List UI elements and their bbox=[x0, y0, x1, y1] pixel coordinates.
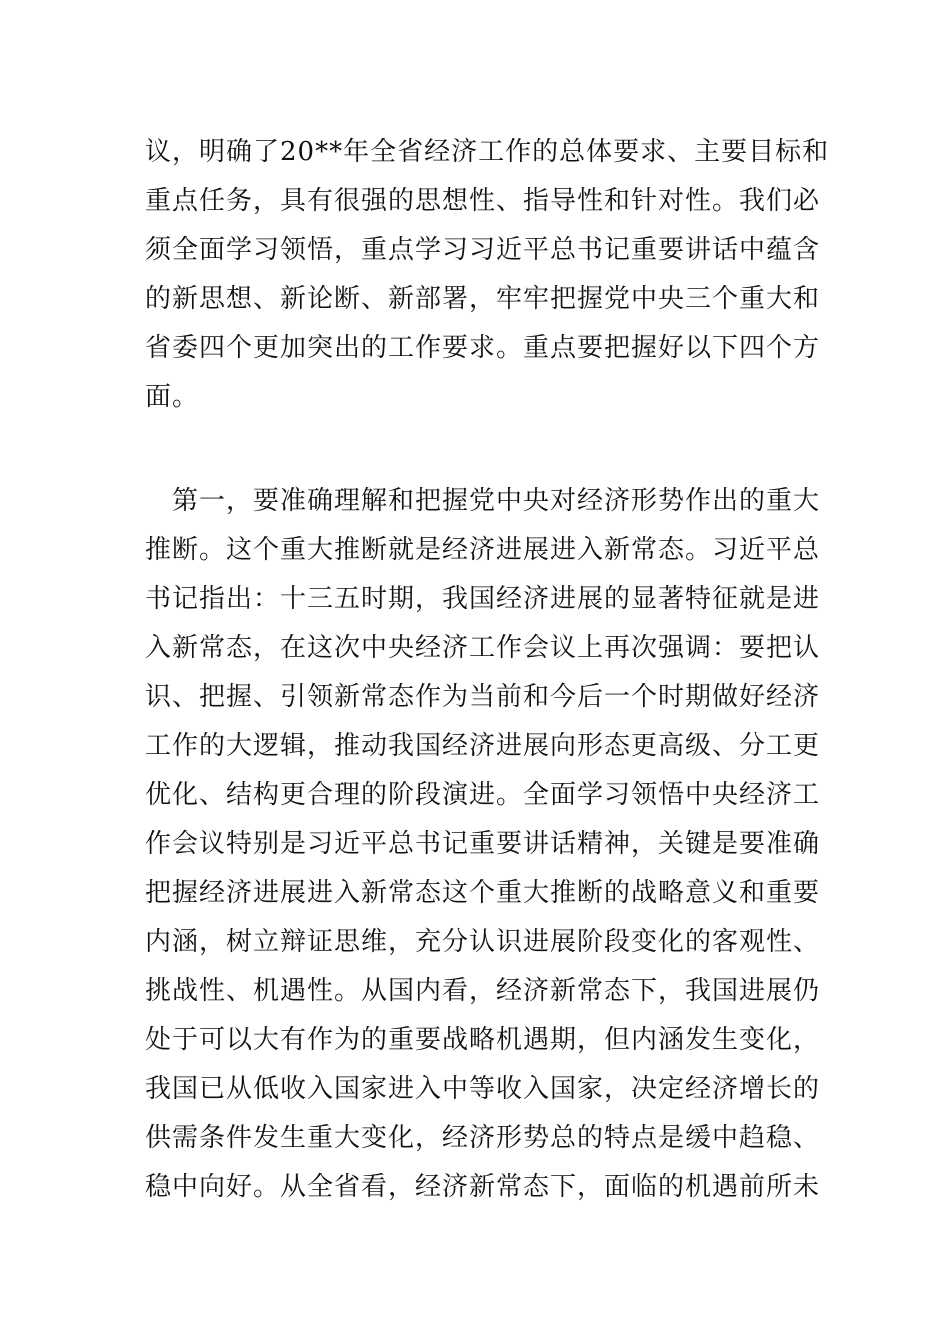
text-line: 须全面学习领悟，重点学习习近平总书记重要讲话中蕴含 bbox=[145, 235, 821, 265]
text-line: 工作的大逻辑，推动我国经济进展向形态更高级、分工更 bbox=[145, 731, 821, 761]
text-line: 挑战性、机遇性。从国内看，经济新常态下，我国进展仍 bbox=[145, 976, 821, 1006]
text-line: 面。 bbox=[145, 382, 200, 412]
paragraph-first-point bbox=[145, 477, 821, 1212]
text-line: 优化、结构更合理的阶段演进。全面学习领悟中央经济工 bbox=[145, 780, 821, 810]
text-line: 议，明确了20**年全省经济工作的总体要求、主要目标和 bbox=[145, 137, 830, 167]
text-line: 供需条件发生重大变化，经济形势总的特点是缓中趋稳、 bbox=[145, 1123, 821, 1153]
text-line: 书记指出：十三五时期，我国经济进展的显著特征就是进 bbox=[145, 584, 821, 614]
text-line: 稳中向好。从全省看，经济新常态下，面临的机遇前所未 bbox=[145, 1172, 821, 1202]
text-line: 的新思想、新论断、新部署，牢牢把握党中央三个重大和 bbox=[145, 284, 821, 314]
text-line: 省委四个更加突出的工作要求。重点要把握好以下四个方 bbox=[145, 333, 821, 363]
text-line: 识、把握、引领新常态作为当前和今后一个时期做好经济 bbox=[145, 682, 821, 712]
text-line: 第一，要准确理解和把握党中央对经济形势作出的重大 bbox=[145, 486, 821, 516]
text-line: 内涵，树立辩证思维，充分认识进展阶段变化的客观性、 bbox=[145, 927, 821, 957]
text-line: 处于可以大有作为的重要战略机遇期，但内涵发生变化， bbox=[145, 1025, 821, 1055]
text-line: 我国已从低收入国家进入中等收入国家，决定经济增长的 bbox=[145, 1074, 821, 1104]
text-line: 把握经济进展进入新常态这个重大推断的战略意义和重要 bbox=[145, 878, 821, 908]
text-line: 重点任务，具有很强的思想性、指导性和针对性。我们必 bbox=[145, 186, 821, 216]
paragraph-intro bbox=[145, 128, 830, 422]
text-line: 作会议特别是习近平总书记重要讲话精神，关键是要准确 bbox=[145, 829, 821, 859]
text-line: 入新常态，在这次中央经济工作会议上再次强调：要把认 bbox=[145, 633, 821, 663]
text-line: 推断。这个重大推断就是经济进展进入新常态。习近平总 bbox=[145, 535, 821, 565]
